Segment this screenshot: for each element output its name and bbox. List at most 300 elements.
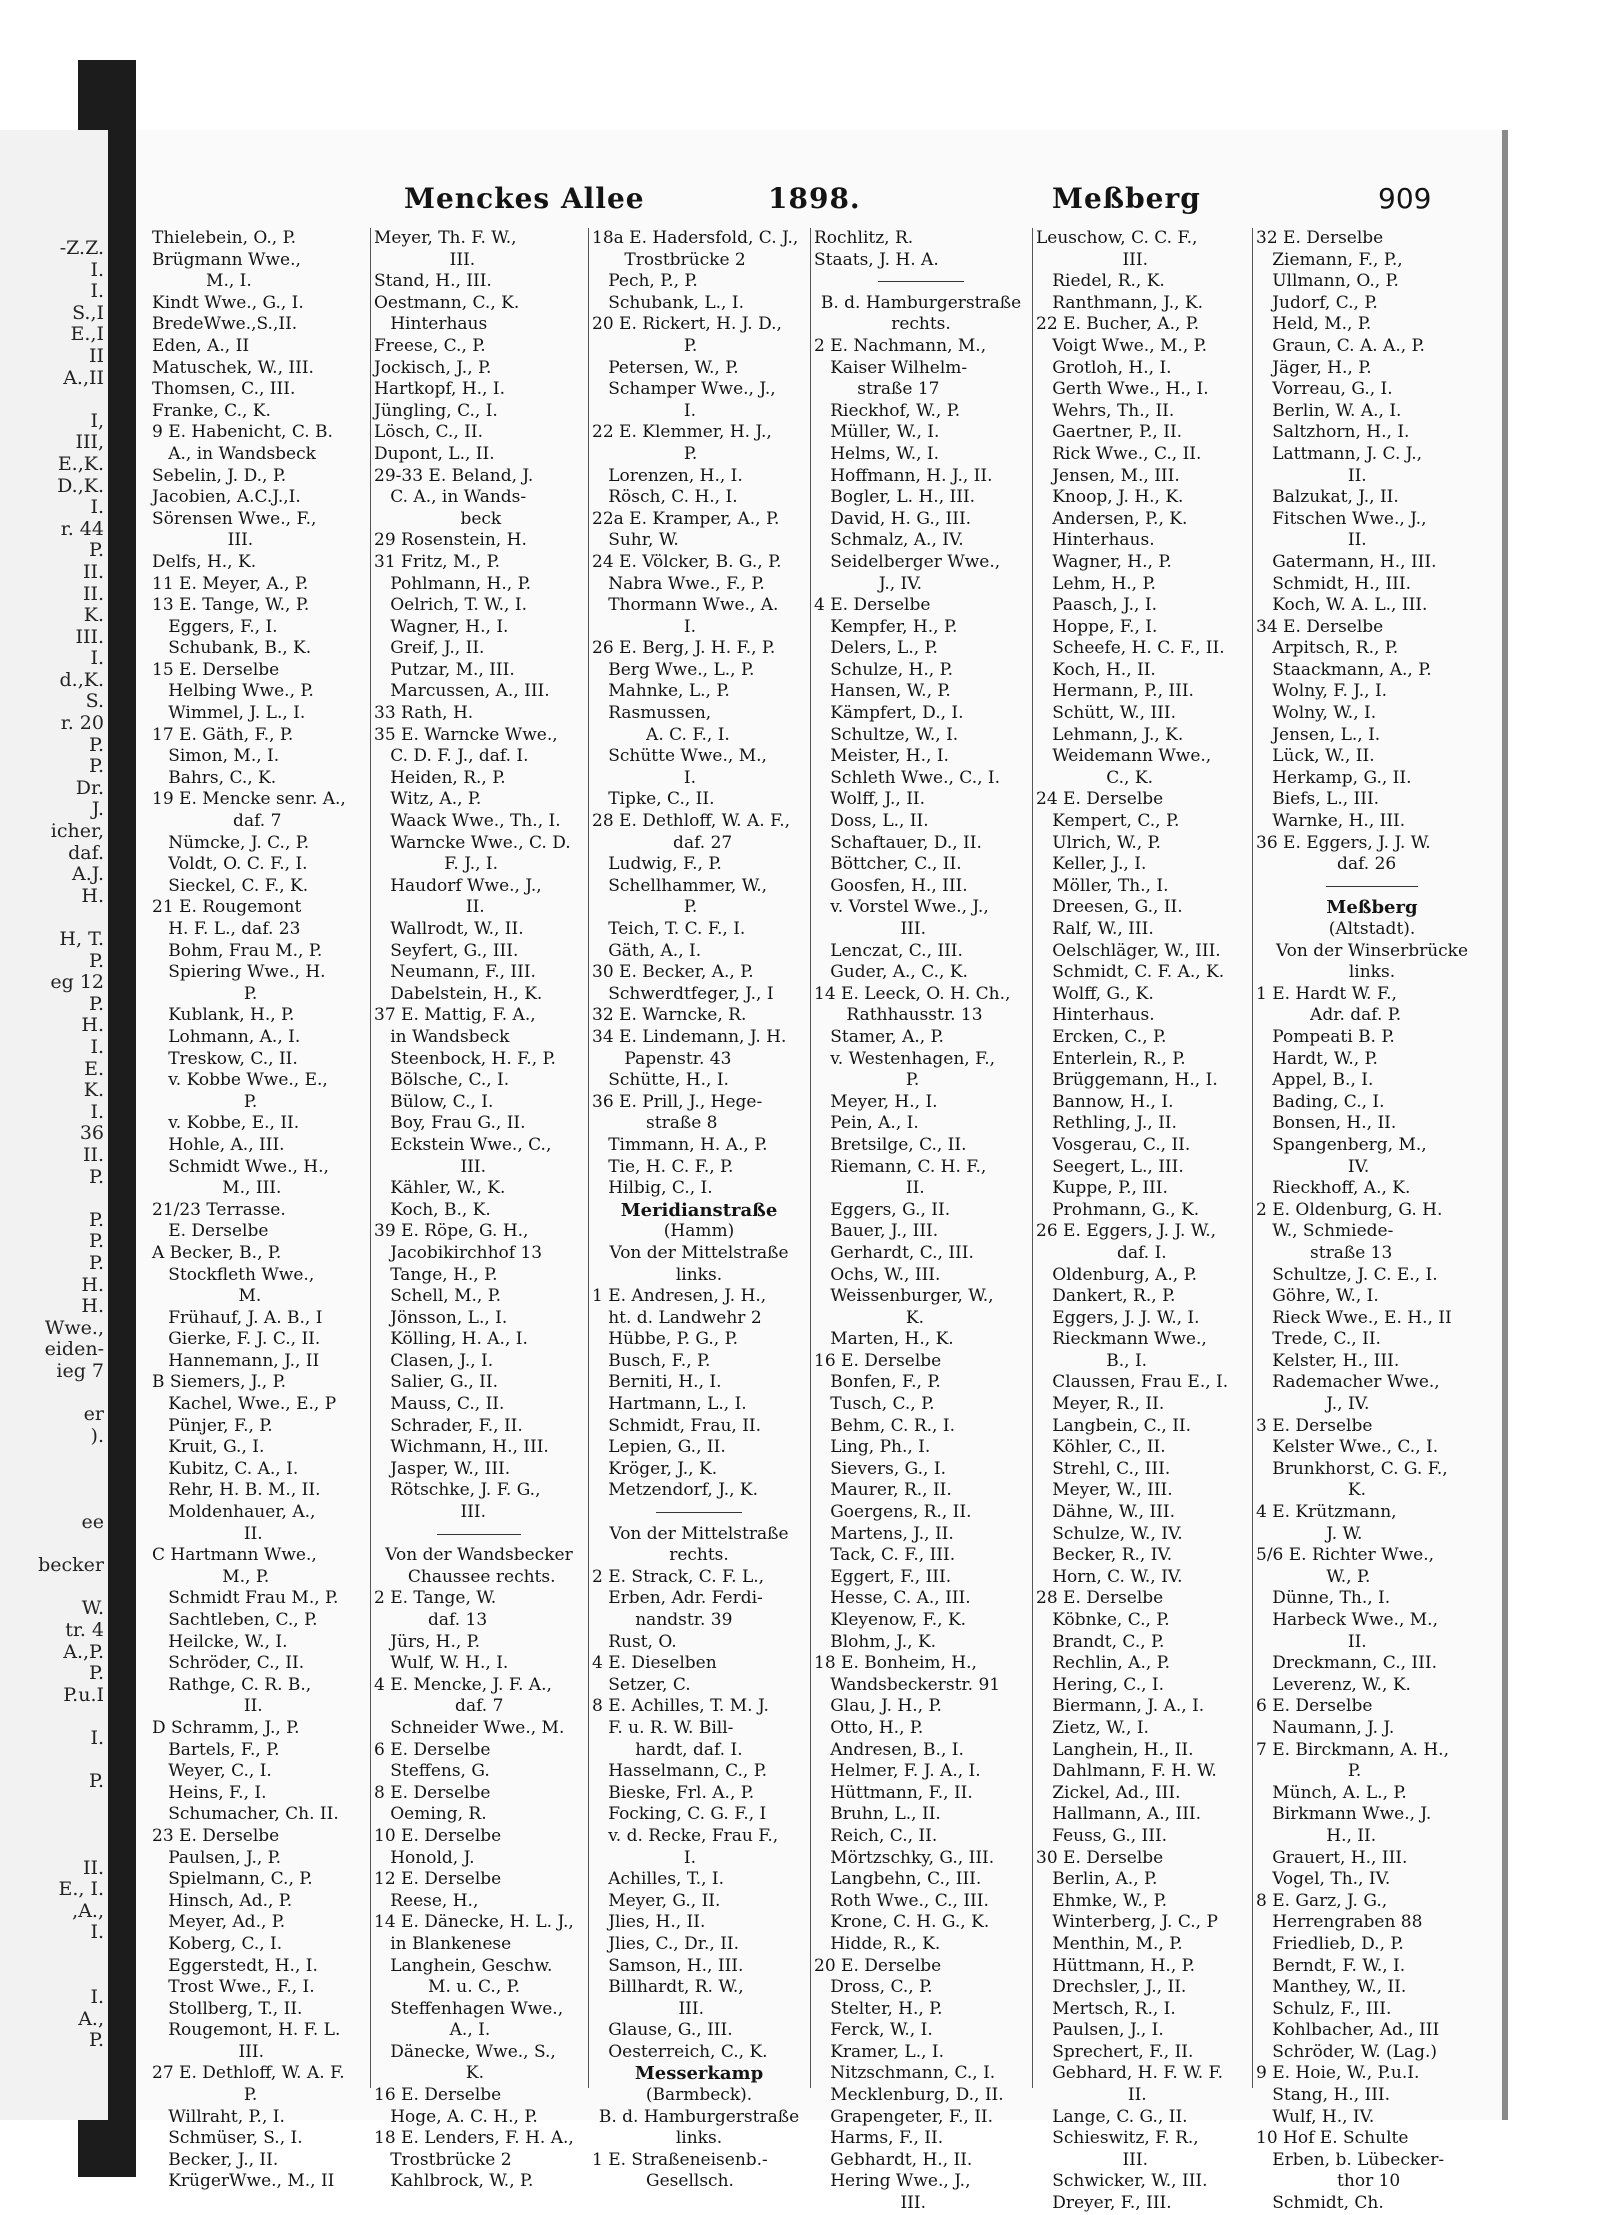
fragment-line	[0, 1382, 104, 1404]
entry-line: Brandt, C., P.	[1036, 1631, 1165, 1652]
entry-line: Wolny, W., I.	[1256, 703, 1377, 724]
entry-line: Oestmann, C., K.	[374, 292, 520, 313]
entry-line: Held, M., P.	[1256, 314, 1372, 335]
entry-line: J., IV.	[1256, 1394, 1370, 1415]
fragment-line: P.	[89, 992, 104, 1015]
entry-line: Wimmel, J. L., I.	[152, 703, 306, 724]
entry-line: Tusch, C., P.	[814, 1394, 935, 1415]
section-rule	[814, 271, 1028, 293]
entry-line: M.	[152, 1286, 262, 1307]
entry-line: Scheefe, H. C. F., II.	[1036, 638, 1225, 659]
fragment-line: P.	[89, 1251, 104, 1274]
entry-line: Schmidt, Ch.	[1256, 2193, 1384, 2214]
entry-line: II.	[152, 1696, 263, 1717]
entry-line: Witz, A., P.	[374, 789, 482, 810]
entry-line: in Wandsbeck	[374, 1026, 510, 1047]
entry-line: Salier, G., II.	[374, 1372, 499, 1393]
fragment-line: P.	[89, 539, 104, 562]
entry-line: 17 E. Gäth, F., P.	[152, 724, 294, 745]
entry-line: Zickel, Ad., III.	[1036, 1782, 1181, 1803]
entry-line: III.	[814, 919, 927, 939]
entry-line: Balzukat, J., II.	[1256, 487, 1399, 508]
entry-line: Weidemann Wwe.,	[1036, 746, 1212, 767]
entry-line: Hermann, P., III.	[1036, 681, 1194, 702]
entry-line: 13 E. Tange, W., P.	[152, 595, 310, 616]
entry-line: Trede, C., II.	[1256, 1329, 1381, 1350]
entry-line: 8 E. Derselbe	[374, 1782, 491, 1803]
entry-line: 22a E. Kramper, A., P.	[592, 508, 780, 529]
entry-line: Berlin, W. A., I.	[1256, 400, 1402, 421]
entry-line: Clasen, J., I.	[374, 1350, 494, 1371]
entry-line: straße 13	[1256, 1242, 1393, 1263]
entry-line: Horn, C. W., IV.	[1036, 1566, 1183, 1587]
entry-line: Ling, Ph., I.	[814, 1437, 931, 1458]
entry-line: Moldenhauer, A.,	[152, 1502, 316, 1523]
entry-line: Ehmke, W., P.	[1036, 1890, 1167, 1911]
entry-line: Dreyer, F., III.	[1036, 2193, 1172, 2214]
column-4	[814, 228, 1028, 2214]
entry-line: Stand, H., III.	[374, 271, 492, 292]
entry-line: Langhein, H., II.	[1036, 1739, 1194, 1760]
entry-line: Schmidt Wwe., H.,	[152, 1156, 329, 1177]
entry-line: Goosfen, H., III.	[814, 875, 968, 896]
entry-line: Lorenzen, H., I.	[592, 465, 743, 486]
entry-line: Schleth Wwe., C., I.	[814, 767, 1001, 788]
entry-line: Nabra Wwe., F., P.	[592, 573, 765, 594]
fragment-line: Dr.	[75, 776, 104, 799]
entry-line: III.	[1036, 2149, 1149, 2170]
fragment-line: II.	[82, 560, 104, 583]
entry-line: 22 E. Klemmer, H. J.,	[592, 422, 772, 443]
entry-line: Haudorf Wwe., J.,	[374, 875, 542, 896]
fragment-line	[0, 1706, 104, 1728]
entry-line: Eggers, J. J. W., I.	[1036, 1307, 1200, 1328]
entry-line: Putzar, M., III.	[374, 659, 515, 680]
entry-line: Bölsche, C., I.	[374, 1070, 510, 1091]
entry-line: 1 E. Andresen, J. H.,	[592, 1286, 767, 1307]
fragment-line: er	[83, 1403, 104, 1426]
column-1	[152, 228, 366, 2192]
entry-line: Schröder, W. (Lag.)	[1256, 2041, 1437, 2062]
entry-line: 2 E. Oldenburg, G. H.	[1256, 1199, 1443, 1220]
entry-line: 37 E. Mattig, F. A.,	[374, 1005, 536, 1026]
entry-line: Jlies, C., Dr., II.	[592, 1933, 740, 1954]
fragment-line: E.,K.	[57, 452, 104, 475]
entry-line: 11 E. Meyer, A., P.	[152, 573, 309, 594]
entry-line: Paasch, J., I.	[1036, 595, 1157, 616]
entry-line: Lösch, C., II.	[374, 422, 483, 443]
entry-line: Arpitsch, R., P.	[1256, 638, 1399, 659]
entry-line: III.	[374, 249, 476, 270]
entry-line: Grotloh, H., I.	[1036, 357, 1172, 378]
entry-line: Spiering Wwe., H.	[152, 962, 326, 983]
entry-line: Staackmann, A., P.	[1256, 659, 1432, 680]
entry-line: Behm, C. R., I.	[814, 1415, 955, 1436]
section-subheading: B. d. Hamburgerstraße	[820, 292, 1022, 313]
entry-line: Gerth Wwe., H., I.	[1036, 379, 1209, 400]
entry-line: beck	[374, 508, 502, 529]
entry-line: 8 E. Garz, J. G.,	[1256, 1890, 1388, 1911]
entry-line: Wulf, W. H., I.	[374, 1653, 509, 1674]
entry-line: P.	[1256, 1761, 1362, 1782]
fragment-line	[0, 1966, 104, 1988]
entry-line: Roth Wwe., C., III.	[814, 1890, 989, 1911]
section-subheading: Von der Wandsbecker	[385, 1545, 573, 1566]
entry-line: 18a E. Hadersfold, C. J.,	[592, 228, 799, 248]
entry-line: Schrader, F., II.	[374, 1415, 523, 1436]
entry-line: E. Derselbe	[152, 1221, 269, 1242]
entry-line: Winterberg, J. C., P	[1036, 1912, 1218, 1933]
entry-line: David, H. G., III.	[814, 508, 972, 529]
entry-line: Koberg, C., I.	[152, 1933, 283, 1954]
entry-line: daf. 7	[374, 1696, 504, 1717]
entry-line: 4 E. Mencke, J. F. A.,	[374, 1674, 552, 1695]
entry-line: Kuppe, P., III.	[1036, 1178, 1168, 1199]
entry-line: 9 E. Habenicht, C. B.	[152, 422, 333, 443]
entry-line: 14 E. Leeck, O. H. Ch.,	[814, 983, 1011, 1004]
entry-line: Hinsch, Ad., P.	[152, 1890, 293, 1911]
entry-line: Ziemann, F., P.,	[1256, 249, 1403, 270]
directory-page	[136, 130, 1508, 2214]
entry-line: Wallrodt, W., II.	[374, 919, 524, 939]
header-year: 1898.	[768, 182, 861, 215]
entry-line: P.	[152, 983, 258, 1004]
entry-line: III.	[374, 1502, 487, 1523]
entry-line: Jüngling, C., I.	[374, 400, 498, 421]
entry-line: Jensen, M., III.	[1036, 465, 1180, 486]
fragment-line: P.u.I	[63, 1683, 104, 1706]
entry-line: P.	[152, 1091, 258, 1112]
entry-line: Pech, P., P.	[592, 271, 698, 292]
fragment-line: A.,II	[63, 366, 104, 389]
entry-line: 9 E. Hoie, W., P.u.I.	[1256, 2063, 1420, 2084]
section-subheading: Chaussee rechts.	[402, 1566, 556, 1587]
entry-line: Meyer, G., II.	[592, 1890, 721, 1911]
entry-line: Hering Wwe., J.,	[814, 2171, 971, 2192]
fragment-line: II.	[82, 1143, 104, 1166]
fragment-line: K.	[83, 604, 104, 627]
entry-line: Spielmann, C., P.	[152, 1869, 313, 1890]
entry-line: P.	[592, 335, 698, 356]
entry-line: Sörensen Wwe., F.,	[152, 508, 317, 529]
section-subheading: links.	[675, 1264, 723, 1285]
entry-line: 6 E. Derselbe	[374, 1739, 491, 1760]
fragment-line: P.	[89, 1165, 104, 1188]
entry-line: Stang, H., III.	[1256, 2085, 1391, 2106]
entry-line: Bohm, Frau M., P.	[152, 940, 323, 961]
entry-line: Meyer, W., III.	[1036, 1480, 1173, 1501]
entry-line: 24 E. Derselbe	[1036, 789, 1164, 810]
section-rule	[374, 1524, 584, 1546]
entry-line: Lück, W., II.	[1256, 746, 1375, 767]
entry-line: Hartkopf, H., I.	[374, 379, 505, 400]
entry-line: BredeWwe.,S.,II.	[152, 314, 298, 335]
entry-line: Becker, J., II.	[152, 2149, 279, 2170]
entry-line: C., K.	[1036, 767, 1153, 788]
entry-line: Wolny, F. J., I.	[1256, 681, 1388, 702]
entry-line: Wehrs, Th., II.	[1036, 400, 1175, 421]
entry-line: 5/6 E. Richter Wwe.,	[1256, 1545, 1435, 1566]
entry-line: Schneider Wwe., M.	[374, 1717, 565, 1738]
entry-line: Jäger, H., P.	[1256, 357, 1372, 378]
entry-line: B., I.	[1036, 1350, 1148, 1371]
entry-line: Becker, R., IV.	[1036, 1545, 1173, 1566]
entry-line: Hinterhaus	[374, 314, 488, 335]
column-divider	[1032, 228, 1033, 2088]
entry-line: Hansen, W., P.	[814, 681, 951, 702]
entry-line: Neumann, F., III.	[374, 962, 536, 983]
entry-line: C. D. F. J., daf. I.	[374, 746, 529, 767]
entry-line: Meister, H., I.	[814, 746, 949, 767]
entry-line: Fitschen Wwe., J.,	[1256, 508, 1427, 529]
entry-line: Birkmann Wwe., J.	[1256, 1804, 1432, 1825]
entry-line: Schmalz, A., IV.	[814, 530, 964, 551]
fragment-line: I.	[90, 647, 104, 670]
entry-line: Kähler, W., K.	[374, 1178, 506, 1199]
entry-line: J., IV.	[814, 573, 922, 594]
fragment-line: W.	[81, 1597, 104, 1620]
entry-line: Schell, M., P.	[374, 1286, 502, 1307]
entry-line: Hoffmann, H. J., II.	[814, 465, 993, 486]
entry-line: daf. 26	[1256, 854, 1397, 875]
entry-line: Hoge, A. C. H., P.	[374, 2106, 538, 2127]
entry-line: Kubitz, C. A., I.	[152, 1458, 299, 1479]
page-number: 909	[1378, 182, 1432, 215]
entry-line: Pünjer, F., P.	[152, 1415, 273, 1436]
entry-line: Achilles, T., I.	[592, 1869, 725, 1890]
column-2	[374, 228, 584, 2192]
entry-line: Rehr, H. B. M., II.	[152, 1480, 321, 1501]
entry-line: Möller, Th., I.	[1036, 875, 1169, 896]
entry-line: K.	[1256, 1480, 1366, 1501]
entry-line: Goergens, R., II.	[814, 1502, 972, 1523]
entry-line: Erben, b. Lübecker-	[1256, 2149, 1445, 2170]
entry-line: Dupont, L., II.	[374, 443, 495, 464]
entry-line: Göhre, W., I.	[1256, 1286, 1379, 1307]
entry-line: Focking, C. G. F., I	[592, 1804, 767, 1825]
entry-line: Berniti, H., I.	[592, 1372, 722, 1393]
entry-line: Papenstr. 43	[592, 1048, 732, 1069]
entry-line: Stelter, H., P.	[814, 1998, 943, 2019]
entry-line: 20 E. Derselbe	[814, 1955, 942, 1976]
entry-line: Trostbrücke 2	[592, 249, 746, 270]
entry-line: 36 E. Prill, J., Hege-	[592, 1091, 763, 1112]
entry-line: 29 Rosenstein, H.	[374, 530, 527, 551]
entry-line: Franke, C., K.	[152, 400, 271, 421]
entry-line: II.	[374, 897, 485, 918]
entry-line: Schmidt, C. F. A., K.	[1036, 962, 1225, 983]
entry-line: P.	[814, 1070, 920, 1091]
section-subheading: links.	[1348, 962, 1396, 983]
entry-line: Matuschek, W., III.	[152, 357, 314, 378]
fragment-line: A.J.	[72, 863, 104, 886]
fragment-line	[0, 389, 104, 411]
street-heading: Messerkamp	[634, 2063, 764, 2085]
entry-line: 30 E. Derselbe	[1036, 1847, 1164, 1868]
fragment-line: P.	[89, 949, 104, 972]
entry-line: II.	[152, 1523, 263, 1544]
entry-line: Schamper Wwe., J.,	[592, 379, 776, 400]
entry-line: in Blankenese	[374, 1933, 512, 1954]
entry-line: Oeming, R.	[374, 1804, 487, 1825]
entry-line: Lenczat, C., III.	[814, 940, 963, 961]
entry-line: Paulsen, J., P.	[152, 1847, 282, 1868]
entry-line: Rieck Wwe., E. H., II	[1256, 1307, 1452, 1328]
entry-line: Kölling, H. A., I.	[374, 1329, 528, 1350]
entry-line: Riedel, R., K.	[1036, 271, 1165, 292]
section-rule	[592, 1502, 806, 1524]
entry-line: Lohmann, A., I.	[152, 1026, 301, 1047]
entry-line: Jensen, L., I.	[1256, 724, 1381, 745]
fragment-line: III.	[75, 625, 104, 648]
entry-line: straße 17	[814, 379, 940, 400]
entry-line: Zietz, W., I.	[1036, 1717, 1149, 1738]
fragment-line: I.	[90, 280, 104, 303]
entry-line: 32 E. Derselbe	[1256, 228, 1384, 248]
fragment-line: P.	[89, 733, 104, 756]
fragment-line: d.,K.	[59, 668, 104, 691]
entry-line: F. J., I.	[374, 854, 499, 875]
entry-line: Schmüser, S., I.	[152, 2128, 303, 2149]
entry-line: Voigt Wwe., M., P.	[1036, 335, 1208, 356]
entry-line: I.	[592, 1847, 696, 1868]
fragment-line: eiden-	[44, 1338, 104, 1361]
entry-line: Thormann Wwe., A.	[592, 595, 779, 616]
entry-line: Rathge, C. R. B.,	[152, 1674, 312, 1695]
entry-line: Gierke, F. J. C., II.	[152, 1329, 321, 1350]
entry-line: Hoppe, F., I.	[1036, 616, 1158, 637]
entry-line: Mecklenburg, D., II.	[814, 2085, 1004, 2106]
entry-line: Rethling, J., II.	[1036, 1113, 1177, 1134]
entry-line: Schwerdtfeger, J., I	[592, 983, 774, 1004]
entry-line: Koch, H., II.	[1036, 659, 1156, 680]
entry-line: Claussen, Frau E., I.	[1036, 1372, 1229, 1393]
section-subheading: (Barmbeck).	[645, 2085, 753, 2106]
entry-line: Bonfen, F., P.	[814, 1372, 941, 1393]
fragment-line	[0, 1534, 104, 1556]
entry-line: Koch, B., K.	[374, 1199, 491, 1220]
entry-line: Stollberg, T., II.	[152, 1998, 303, 2019]
entry-line: M., P.	[152, 1566, 270, 1587]
fragment-line: E.	[84, 1057, 104, 1080]
entry-line: Ulrich, W., P.	[1036, 832, 1161, 853]
fragment-line	[0, 1447, 104, 1469]
entry-line: A. C. F., I.	[592, 724, 730, 745]
entry-line: Jönsson, L., I.	[374, 1307, 508, 1328]
fragment-line: becker	[38, 1554, 104, 1577]
entry-line: III.	[592, 1998, 705, 2019]
entry-line: Waack Wwe., Th., I.	[374, 811, 561, 832]
fragment-line: E.,I	[70, 323, 104, 346]
fragment-line: S.	[85, 690, 104, 713]
entry-line: Bauer, J., III.	[814, 1221, 939, 1242]
entry-line: Delfs, H., K.	[152, 551, 257, 572]
entry-line: 7 E. Birckmann, A. H.,	[1256, 1739, 1449, 1760]
entry-line: Dankert, R., P.	[1036, 1286, 1176, 1307]
entry-line: Biermann, J. A., I.	[1036, 1696, 1205, 1717]
entry-line: Willraht, P., I.	[152, 2106, 285, 2127]
entry-line: Schmidt Frau M., P.	[152, 1588, 339, 1609]
fragment-line: S.,I	[72, 301, 104, 324]
section-subheading: B. d. Hamburgerstraße	[598, 2106, 800, 2127]
entry-line: Bannow, H., I.	[1036, 1091, 1174, 1112]
entry-line: Schubank, L., I.	[592, 292, 744, 313]
entry-line: Hinterhaus.	[1036, 530, 1155, 551]
entry-line: Schieswitz, F. R.,	[1036, 2128, 1199, 2149]
fragment-line: K.	[83, 1079, 104, 1102]
entry-line: 20 E. Rickert, H. J. D.,	[592, 314, 782, 335]
fragment-line: I.	[90, 496, 104, 519]
entry-line: Dähne, W., III.	[1036, 1502, 1176, 1523]
entry-line: II.	[1256, 465, 1367, 486]
entry-line: Sachtleben, C., P.	[152, 1610, 318, 1630]
entry-line: Judorf, C., P.	[1256, 292, 1378, 313]
section-subheading: rechts.	[891, 314, 951, 335]
entry-line: Hinterhaus.	[1036, 1005, 1155, 1026]
entry-line: Oesterreich, C., K.	[592, 2041, 768, 2062]
entry-line: Gäth, A., I.	[592, 940, 702, 961]
entry-line: Kindt Wwe., G., I.	[152, 292, 304, 313]
entry-line: Bülow, C., I.	[374, 1091, 494, 1112]
fragment-line: daf.	[68, 841, 104, 864]
entry-line: Harbeck Wwe., M.,	[1256, 1610, 1438, 1630]
entry-line: Hidde, R., K.	[814, 1933, 941, 1954]
fragment-line: H.	[81, 884, 104, 907]
entry-line: Schütt, W., III.	[1036, 703, 1177, 724]
entry-line: Kramer, L., I.	[814, 2041, 945, 2062]
entry-line: Jasper, W., III.	[374, 1458, 511, 1479]
entry-line: ht. d. Landwehr 2	[592, 1307, 762, 1328]
entry-line: 4 E. Dieselben	[592, 1653, 717, 1674]
entry-line: Meyer, H., I.	[814, 1091, 938, 1112]
entry-line: Wichmann, H., III.	[374, 1437, 549, 1458]
fragment-line: II.	[82, 582, 104, 605]
fragment-line: -Z.Z.	[59, 237, 104, 259]
fragment-line: I.	[90, 1986, 104, 2009]
entry-line: Manthey, W., II.	[1256, 1977, 1407, 1998]
entry-line: Jlies, H., II.	[592, 1912, 706, 1933]
entry-line: Gesellsch.	[592, 2171, 734, 2192]
entry-line: thor 10	[1256, 2171, 1401, 2192]
entry-line: Lepien, G., II.	[592, 1437, 726, 1458]
entry-line: Kachel, Wwe., E., P	[152, 1394, 337, 1415]
entry-line: 15 E. Derselbe	[152, 659, 280, 680]
entry-line: Gerhardt, C., III.	[814, 1242, 974, 1263]
entry-line: Andersen, P., K.	[1036, 508, 1188, 529]
entry-line: C Hartmann Wwe.,	[152, 1545, 317, 1566]
entry-line: 18 E. Lenders, F. H. A.,	[374, 2128, 574, 2149]
entry-line: Oelrich, T. W., I.	[374, 595, 527, 616]
entry-line: M. u. C., P.	[374, 1977, 521, 1998]
fragment-line: III,	[75, 431, 104, 454]
entry-line: 23 E. Derselbe	[152, 1825, 280, 1846]
entry-line: A Becker, B., P.	[152, 1242, 282, 1263]
entry-line: M., I.	[152, 271, 252, 292]
entry-line: Schubank, B., K.	[152, 638, 312, 659]
entry-line: Friedlieb, D., P.	[1256, 1933, 1404, 1954]
entry-line: C. A., in Wands-	[374, 487, 527, 508]
entry-line: Harms, F., II.	[814, 2128, 944, 2149]
entry-line: Graun, C. A. A., P.	[1256, 335, 1425, 356]
entry-line: Wagner, H., P.	[1036, 551, 1172, 572]
entry-line: Brunkhorst, C. G. F.,	[1256, 1458, 1448, 1479]
column-3	[592, 228, 806, 2192]
fragment-line: eg 12	[50, 971, 104, 994]
fragment-line: P.	[89, 1662, 104, 1685]
entry-line: Feuss, G., III.	[1036, 1825, 1168, 1846]
entry-line: Hallmann, A., III.	[1036, 1804, 1202, 1825]
entry-line: Wandsbeckerstr. 91	[814, 1674, 1001, 1695]
